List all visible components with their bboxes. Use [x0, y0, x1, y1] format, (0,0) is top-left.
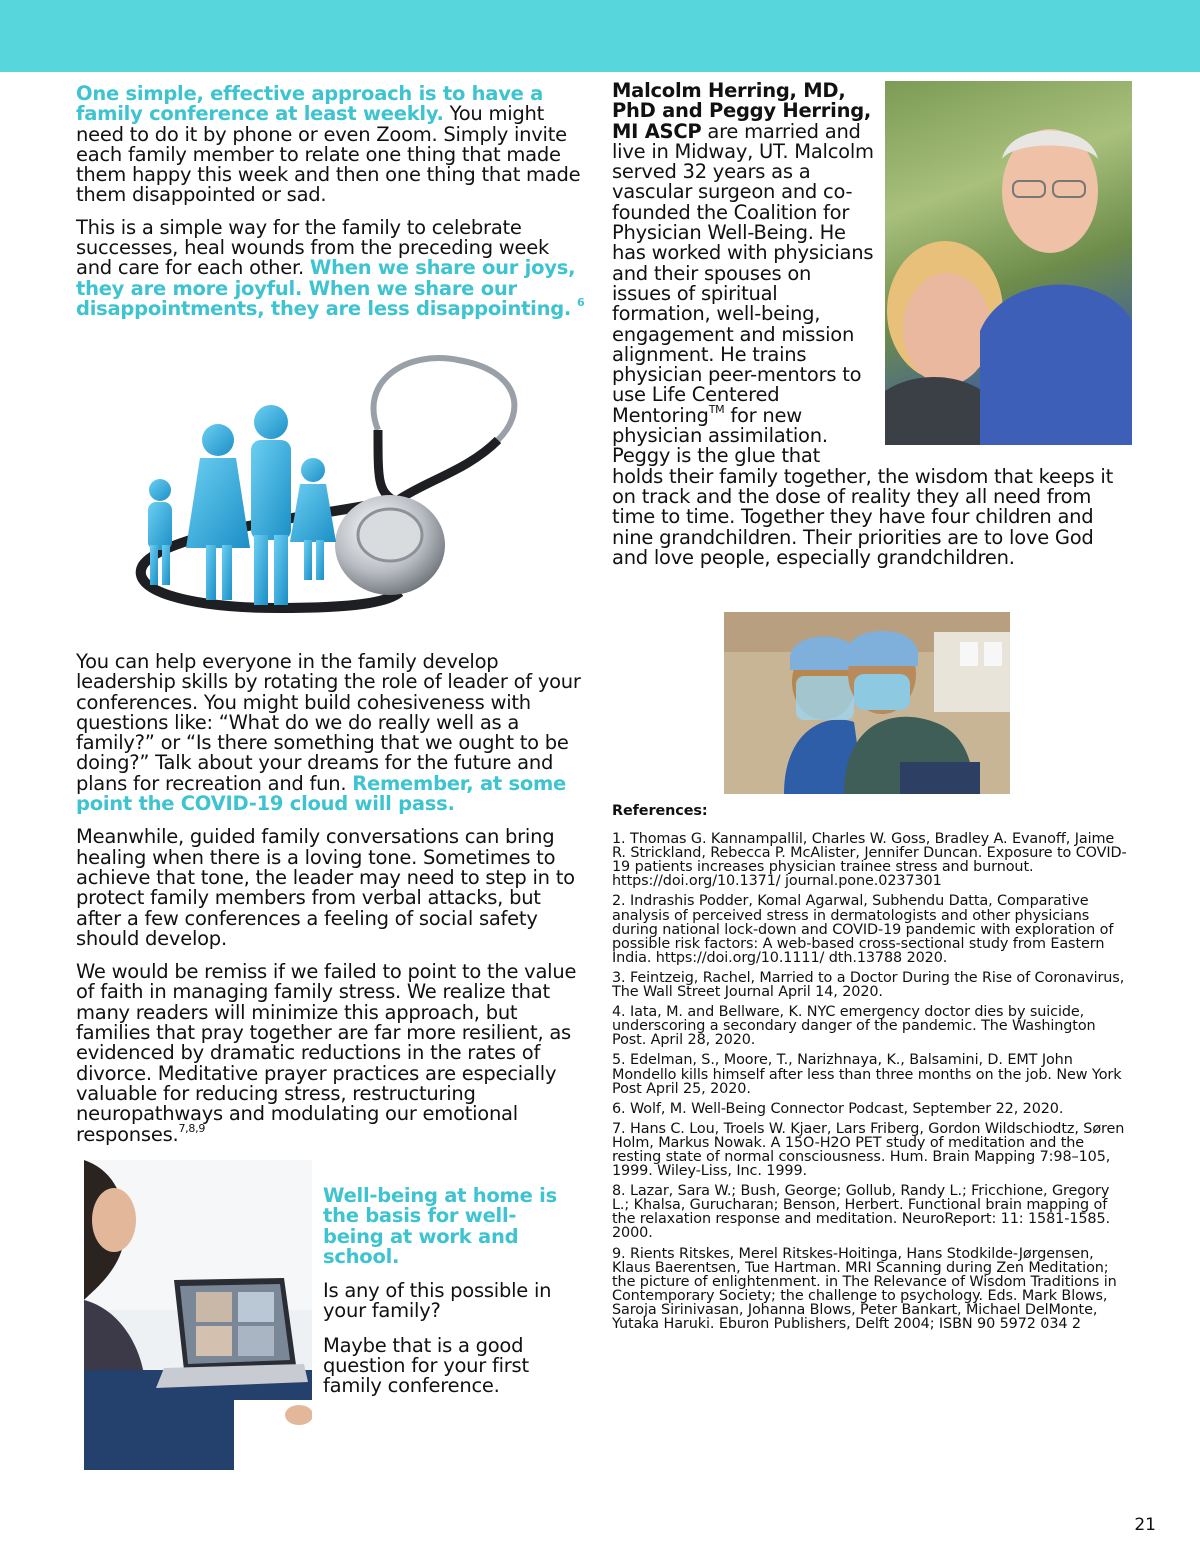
family-stethoscope-illustration — [128, 340, 528, 630]
reference-item: 3. Feintzeig, Rachel, Married to a Doctor During the Rise of Coronavirus, The Wall Street Journal April 14, 2020. — [612, 969, 1125, 1001]
footnote-ref: 6 — [577, 295, 585, 309]
teal-highlight: One simple, effective approach is to have a family conference at least weekly. — [76, 82, 544, 126]
paragraph-family-conference — [76, 84, 588, 206]
couple-photo-drawing — [885, 81, 1132, 445]
header-color-band — [0, 0, 1200, 72]
teal-highlight: When we share our joys, they are more joyful. When we share our disappointments, they are less disappointing. — [76, 256, 576, 320]
paragraph-leadership — [76, 652, 588, 814]
callout-heading: Well-being at home is the basis for well-being at work and school. — [323, 1184, 557, 1268]
family-figures — [148, 405, 336, 605]
callout-box — [323, 1186, 571, 1411]
paragraph-text: You might need to do it by phone or even Zoom. Simply invite each family member to relate one thing that made them happy this week and then one thing that made them disappointed or sad. — [76, 102, 581, 207]
references-section — [612, 804, 1128, 1337]
reference-item: 6. Wolf, M. Well-Being Connector Podcast, September 22, 2020. — [612, 1100, 1064, 1117]
references-list — [612, 832, 1128, 1331]
page-number: 21 — [1134, 1515, 1156, 1535]
reference-item: 9. Rients Ritskes, Merel Ritskes-Hoitinga, Hans Stodkilde-Jørgensen, Klaus Baerentsen, Tue Hartman. MRI Scanning during Zen Meditation; the picture of enlightenment. in The Relevance of Wisdom Traditions in Contemporary Society; the challenge to psychology. Eds. Mark Blows, Saroja Sirinivasan, Johanna Blows, Peter Bankart, Michael DelMonte, Yutaka Haruki. Eburon Publishers, Delft 2004; ISBN 90 5972 034 2 — [612, 1245, 1117, 1332]
callout-question: Is any of this possible in your family? — [323, 1279, 552, 1323]
author-couple-photo — [885, 81, 1132, 445]
reference-item: 7. Hans C. Lou, Troels W. Kjaer, Lars Friberg, Gordon Wildschiodtz, Søren Holm, Markus Nowak. A 15O-H2O PET study of meditation and the resting state of normal consciousness. Hum. Brain Mapping 7:98–105, 1999. Wiley-Liss, Inc. 1999. — [612, 1120, 1125, 1180]
reference-item: 8. Lazar, Sara W.; Bush, George; Gollub, Randy L.; Fricchione, Gregory L.; Khalsa, Gurucharan; Benson, Herbert. Functional brain mapping of the relaxation response and meditation. NeuroReport: 11: 1581-1585. 2000. — [612, 1183, 1111, 1242]
paragraph-text: You can help everyone in the family develop leadership skills by rotating the role of leader of your conferences. You might build cohesiveness with questions like: “What do we do really well as a family?” or “Is there something that we ought to be doing?” Talk about your dreams for the future and plans for recreation and fun. — [76, 650, 581, 795]
author-bio — [612, 81, 1132, 568]
paragraph-faith — [76, 962, 588, 1145]
bio-text: for new physician assimilation. Peggy is the glue that holds their family together, the wisdom that keeps it on track and the dose of reality they all need from time to time. Together they have four children and nine grandchildren. Their priorities are to love God and love people, especially grandchildren. — [612, 403, 1113, 569]
teal-highlight: Remember, at some point the COVID-19 cloud will pass. — [76, 771, 567, 816]
video-call-photo — [84, 1160, 312, 1470]
author-names: Malcolm Herring, MD, PhD and Peggy Herring, MI ASCP — [612, 79, 872, 143]
leadership-section — [76, 652, 588, 1158]
paragraph-healing: Meanwhile, guided family conversations can bring healing when there is a loving tone. Sometimes to achieve that tone, the leader may need to step in to protect family members from verbal attacks, but after a few conferences a feeling of social safety should develop. — [76, 825, 575, 950]
paragraph-celebrate — [76, 215, 588, 320]
reference-item: 1. Thomas G. Kannampallil, Charles W. Goss, Bradley A. Evanoff, Jaime R. Strickland, Rebecca P. McAlister, Jennifer Duncan. Exposure to COVID-19 patients increases physician trainee stress and burnout. https://doi.org/10.1371/ journal.pone.0237301 — [612, 831, 1127, 890]
paragraph-text: This is a simple way for the family to celebrate successes, heal wounds from the preceding week and care for each other. — [76, 215, 550, 280]
healthcare-workers-photo — [724, 612, 1010, 794]
reference-item: 2. Indrashis Podder, Komal Agarwal, Subhendu Datta, Comparative analysis of perceived stress in dermatologists and other physicians during national lock-down and COVID-19 pandemic with exploration of possible risk factors: A web-based cross-sectional study from Eastern India. https://doi.org/10.1111/ dth.13788 2020. — [612, 893, 1114, 966]
bio-text: are married and live in Midway, UT. Malcolm served 32 years as a vascular surgeon and co-founded the Coalition for Physician Well-Being. He has worked with physicians and their spouses on issues of spiritual formation, well-being, engagement and mission alignment. He trains physician peer-mentors to use Life Centered Mentoring — [612, 119, 874, 427]
references-title: References: — [612, 803, 708, 819]
intro-section — [76, 84, 588, 331]
callout-suggestion: Maybe that is a good question for your first family conference. — [323, 1333, 529, 1398]
reference-item: 4. Iata, M. and Bellware, K. NYC emergency doctor dies by suicide, underscoring a secondary danger of the pandemic. The Washington Post. April 28, 2020. — [612, 1004, 1096, 1049]
reference-item: 5. Edelman, S., Moore, T., Narizhnaya, K., Balsamini, D. EMT John Mondello kills himself after less than three months on the job. New York Post April 25, 2020. — [612, 1052, 1122, 1097]
footnote-ref: 7,8,9 — [178, 1121, 206, 1135]
paragraph-text: We would be remiss if we failed to point to the value of faith in managing family stress. We realize that many readers will minimize this approach, but families that pray together are far more resilient, as evidenced by dramatic reductions in the rates of divorce. Meditative prayer practices are especially valuable for reducing stress, restructuring neuropathways and modulating our emotional responses. — [76, 960, 577, 1146]
trademark-mark: TM — [708, 402, 725, 416]
